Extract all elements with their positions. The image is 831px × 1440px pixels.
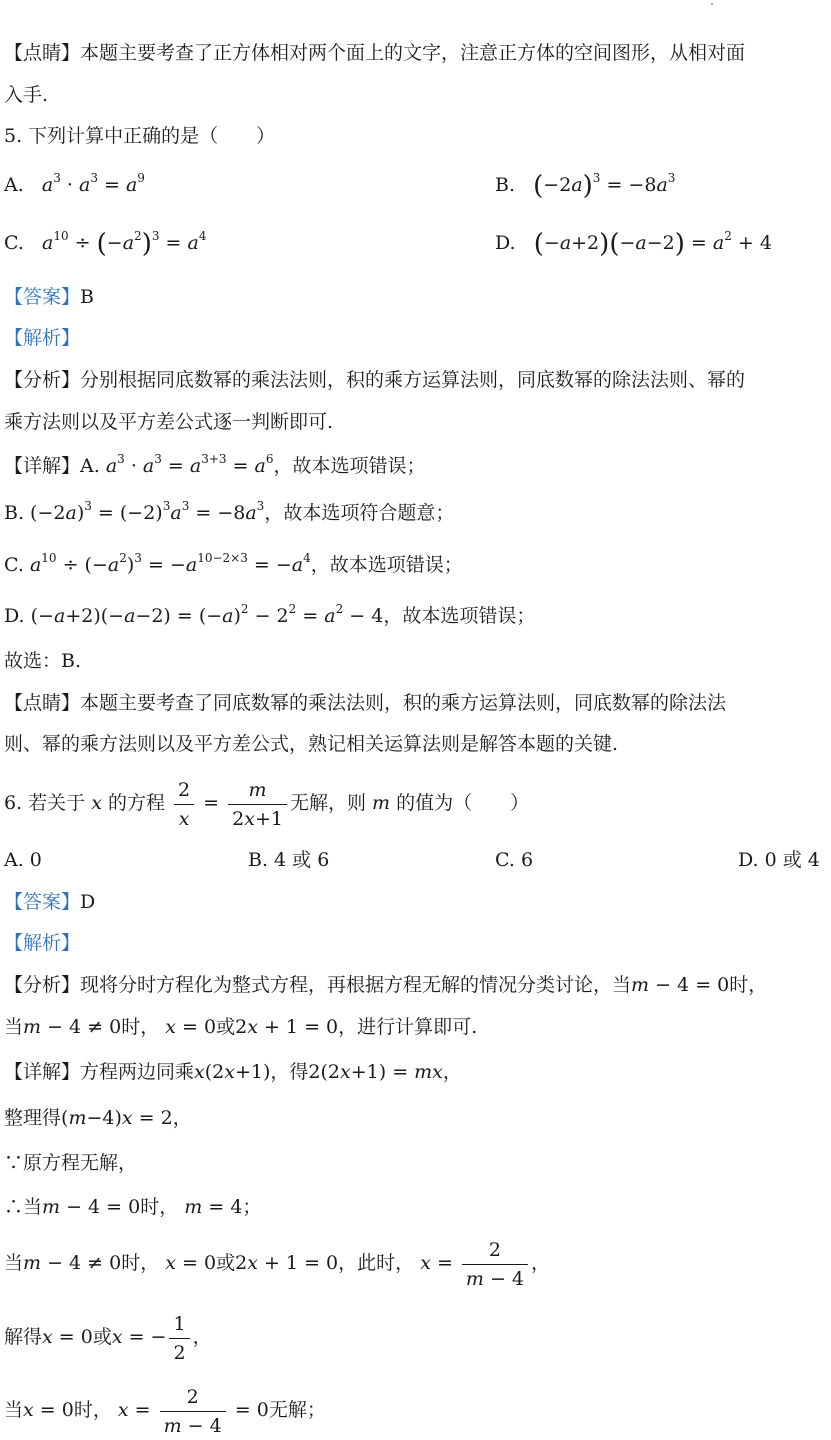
dianjing-tag: 【点睛】 <box>4 42 81 64</box>
q5-jiexi: 【解析】 <box>4 327 81 349</box>
q5-stem: 5. 下列计算中正确的是（ ） <box>4 125 276 147</box>
q5-option-c: C. $a^{10} \div (-a^2)^3 = a^4$ <box>4 229 207 259</box>
q5-choose: 故选：B. <box>4 650 82 672</box>
q6-detail-line2: 整理得(m−4)x = 2， <box>4 1107 192 1129</box>
q5-option-b: B. $(-2a)^3 = -8a^3$ <box>495 171 676 201</box>
q6-option-a: A. 0 <box>4 849 42 871</box>
q6-detail-line5: 当m − 4 ≠ 0时， x = 0或2x + 1 = 0，此时， x = $\frac{2}{m - 4}$ ， <box>4 1238 551 1290</box>
q6-answer: 【答案】D <box>4 891 96 913</box>
q5-fenxi-line1: 【分析】分别根据同底数幂的乘法法则，积的乘方运算法则，同底数幂的除法法则、幂的 <box>4 369 746 391</box>
q6-stem: 6. 若关于 x 的方程 $\frac{2}{x}$ = $\frac{m}{2x+1}$ 无解，则 m 的值为（ ） <box>4 778 530 830</box>
q5-detail-a: 【详解】A. $a^3 \cdot a^3 = a^{3+3} = a^6$，故本选项错误； <box>4 452 426 477</box>
prev-dianjing-line2: 入手. <box>4 84 49 106</box>
q5-dianjing-line1: 【点睛】本题主要考查了同底数幂的乘法法则，积的乘方运算法则，同底数幂的除法法 <box>4 692 727 714</box>
q6-option-d: D. 0 或 4 <box>738 849 820 871</box>
scan-dot <box>711 3 713 5</box>
q5-dianjing-line2: 则、幂的乘方法则以及平方差公式，熟记相关运算法则是解答本题的关键. <box>4 733 619 755</box>
q6-detail-line4: ∴当m − 4 = 0时， m = 4； <box>4 1196 262 1218</box>
q6-detail-line3: ∵原方程无解， <box>4 1152 138 1174</box>
q5-answer: 【答案】B <box>4 286 94 308</box>
q5-option-a: A. $a^3 \cdot a^3 = a^9$ <box>4 171 145 196</box>
q5-detail-b: B. $(-2a)^3 = (-2)^3a^3 = -8a^3$，故本选项符合题意； <box>4 499 455 524</box>
q5-option-d: D. $(-a+2)(-a-2) = a^2 + 4$ <box>495 229 772 259</box>
q6-detail-line1: 【详解】方程两边同乘x(2x+1)，得2(2x+1) = mx， <box>4 1061 462 1083</box>
q6-detail-line6: 解得x = 0或x = − $\frac{1}{2}$ ， <box>4 1312 212 1364</box>
q6-option-b: B. 4 或 6 <box>248 849 330 871</box>
q5-detail-d: D. $(-a+2)(-a-2) = (-a)^2 - 2^2 = a^2 - 4$，故本选项错误； <box>4 602 536 627</box>
q6-fenxi-line2: 当m − 4 ≠ 0时， x = 0或2x + 1 = 0，进行计算即可. <box>4 1016 478 1038</box>
q6-option-c: C. 6 <box>495 849 534 871</box>
q5-fenxi-line2: 乘方法则以及平方差公式逐一判断即可. <box>4 411 334 433</box>
q6-detail-line7: 当x = 0时， x = $\frac{2}{m - 4}$ = 0无解； <box>4 1385 326 1437</box>
q5-detail-c: C. $a^{10} \div (-a^2)^3 = -a^{10-2\times 3} = -a^4$，故本选项错误； <box>4 551 463 576</box>
q6-fenxi-line1: 【分析】现将分时方程化为整式方程，再根据方程无解的情况分类讨论，当m − 4 = 0时， <box>4 974 768 996</box>
q6-jiexi: 【解析】 <box>4 932 81 954</box>
prev-dianjing-line1: 【点睛】本题主要考查了正方体相对两个面上的文字，注意正方体的空间图形，从相对面 <box>4 42 746 64</box>
